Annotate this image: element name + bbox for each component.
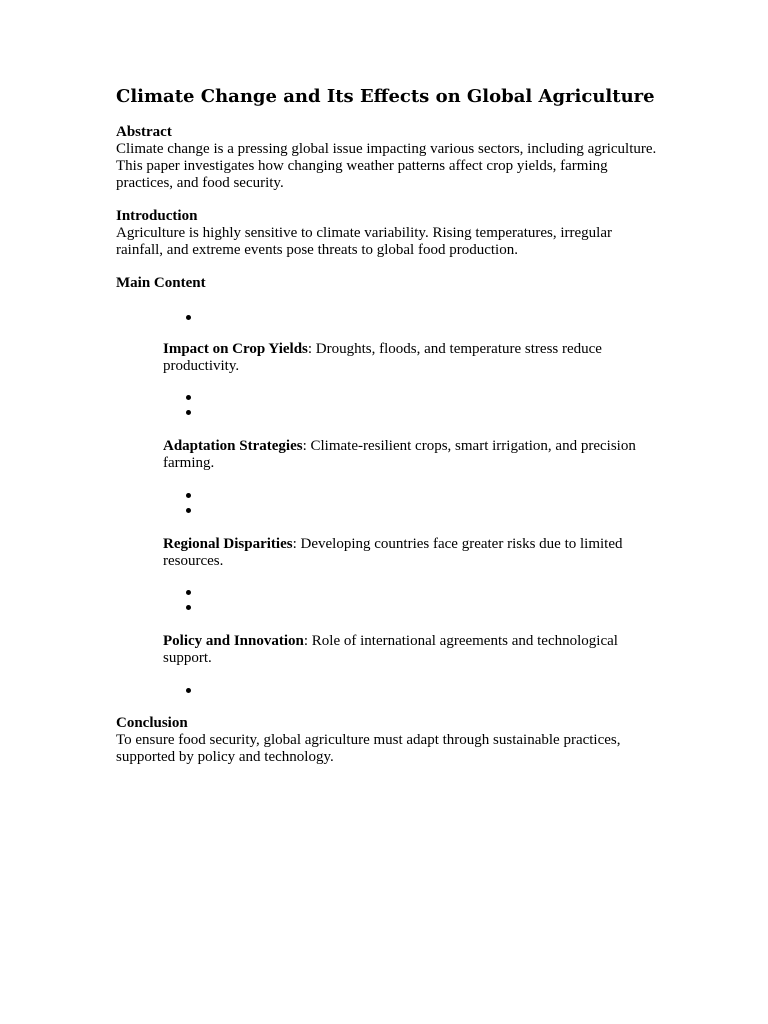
list-bullet <box>186 493 191 498</box>
list-item-term: Adaptation Strategies <box>163 438 303 454</box>
list-bullet <box>186 605 191 610</box>
list-item <box>163 438 663 472</box>
list-bullet <box>186 395 191 400</box>
list-bullet <box>186 688 191 693</box>
list-item <box>163 341 663 375</box>
list-item-term: Policy and Innovation <box>163 633 304 649</box>
list-item-term: Impact on Crop Yields <box>163 341 308 357</box>
abstract-heading: Abstract <box>116 124 172 140</box>
list-bullet <box>186 508 191 513</box>
introduction-body: Agriculture is highly sensitive to climate variability. Rising temperatures, irregular rainfall, and extreme events pose threats to global food production. <box>116 225 612 258</box>
main-content-heading: Main Content <box>116 275 206 291</box>
list-bullet <box>186 410 191 415</box>
list-item <box>163 536 663 570</box>
abstract-body: Climate change is a pressing global issue impacting various sectors, including agriculture. This paper investigates how changing weather patterns affect crop yields, farming practices, and food security. <box>116 141 657 191</box>
list-bullet <box>186 590 191 595</box>
list-item <box>163 633 663 667</box>
conclusion-heading: Conclusion <box>116 715 188 731</box>
conclusion-body: To ensure food security, global agriculture must adapt through sustainable practices, supported by policy and technology. <box>116 732 621 765</box>
list-item-term: Regional Disparities <box>163 536 293 552</box>
list-bullet <box>186 315 191 320</box>
introduction-heading: Introduction <box>116 208 198 224</box>
list-item-text: : Developing countries face greater risks due to limited resources. <box>163 536 623 569</box>
page-title: Climate Change and Its Effects on Global Agriculture <box>116 86 655 107</box>
list-item-text: : Climate-resilient crops, smart irrigation, and precision farming. <box>163 438 636 471</box>
list-item-text: : Role of international agreements and technological support. <box>163 633 618 666</box>
list-item-text: : Droughts, floods, and temperature stress reduce productivity. <box>163 341 602 374</box>
